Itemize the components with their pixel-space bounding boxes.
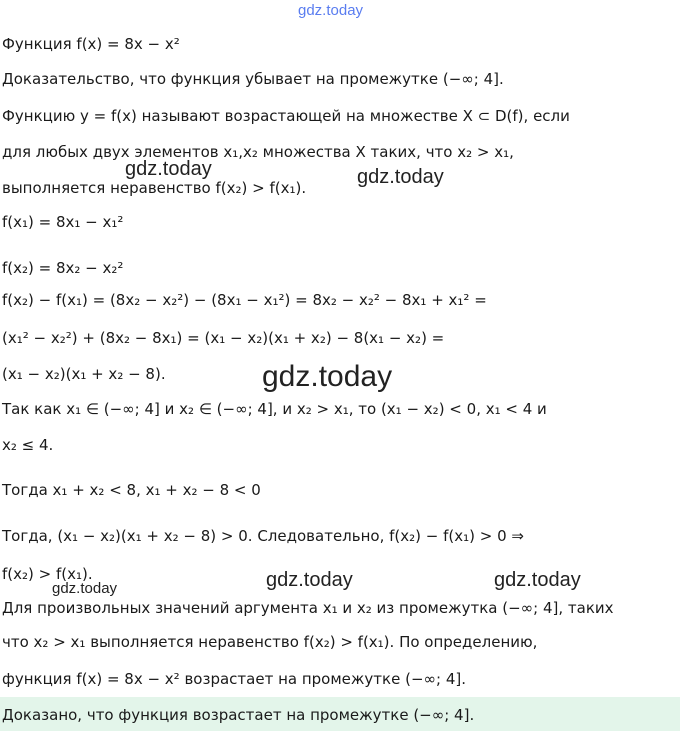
- line-conditions-1: Так как x₁ ∈ (−∞; 4] и x₂ ∈ (−∞; 4], и x₂ > x₁, то (x₁ − x₂) < 0, x₁ < 4 и: [2, 400, 547, 418]
- watermark-top: gdz.today: [298, 2, 364, 19]
- watermark-6: gdz.today: [494, 569, 581, 591]
- line-product-sign-2: f(x₂) > f(x₁).: [2, 565, 93, 583]
- line-definition-2: для любых двух элементов x₁,x₂ множества X таких, что x₂ > x₁,: [2, 143, 514, 161]
- line-conditions-2: x₂ ≤ 4.: [2, 436, 54, 454]
- line-f-x2: f(x₂) = 8x₂ − x₂²: [2, 259, 124, 277]
- line-sum-inequality: Тогда x₁ + x₂ < 8, x₁ + x₂ − 8 < 0: [2, 481, 261, 499]
- line-difference-3: (x₁ − x₂)(x₁ + x₂ − 8).: [2, 365, 166, 383]
- line-function-definition: Функция f(x) = 8x − x²: [2, 35, 180, 53]
- watermark-4: gdz.today: [52, 580, 118, 597]
- line-difference-2: (x₁² − x₂²) + (8x₂ − 8x₁) = (x₁ − x₂)(x₁ + x₂) − 8(x₁ − x₂) =: [2, 329, 445, 347]
- line-product-sign-1: Тогда, (x₁ − x₂)(x₁ + x₂ − 8) > 0. Следовательно, f(x₂) − f(x₁) > 0 ⇒: [2, 527, 524, 545]
- line-difference-1: f(x₂) − f(x₁) = (8x₂ − x₂²) − (8x₁ − x₁²) = 8x₂ − x₂² − 8x₁ + x₁² =: [2, 291, 487, 309]
- line-conclusion-1: Для произвольных значений аргумента x₁ и x₂ из промежутка (−∞; 4], таких: [2, 599, 614, 617]
- line-definition-1: Функцию y = f(x) называют возрастающей на множестве X ⊂ D(f), если: [2, 107, 570, 125]
- line-conclusion-3: функция f(x) = 8x − x² возрастает на промежутке (−∞; 4].: [2, 670, 466, 688]
- watermark-big: gdz.today: [262, 360, 393, 393]
- line-f-x1: f(x₁) = 8x₁ − x₁²: [2, 213, 124, 231]
- watermark-1: gdz.today: [125, 158, 212, 180]
- watermark-2: gdz.today: [357, 166, 444, 188]
- line-answer: Доказано, что функция возрастает на промежутке (−∞; 4].: [2, 706, 475, 724]
- line-conclusion-2: что x₂ > x₁ выполняется неравенство f(x₂) > f(x₁). По определению,: [2, 633, 538, 651]
- watermark-5: gdz.today: [266, 569, 353, 591]
- line-task-statement: Доказательство, что функция убывает на промежутке (−∞; 4].: [2, 70, 504, 88]
- line-definition-3: выполняется неравенство f(x₂) > f(x₁).: [2, 179, 307, 197]
